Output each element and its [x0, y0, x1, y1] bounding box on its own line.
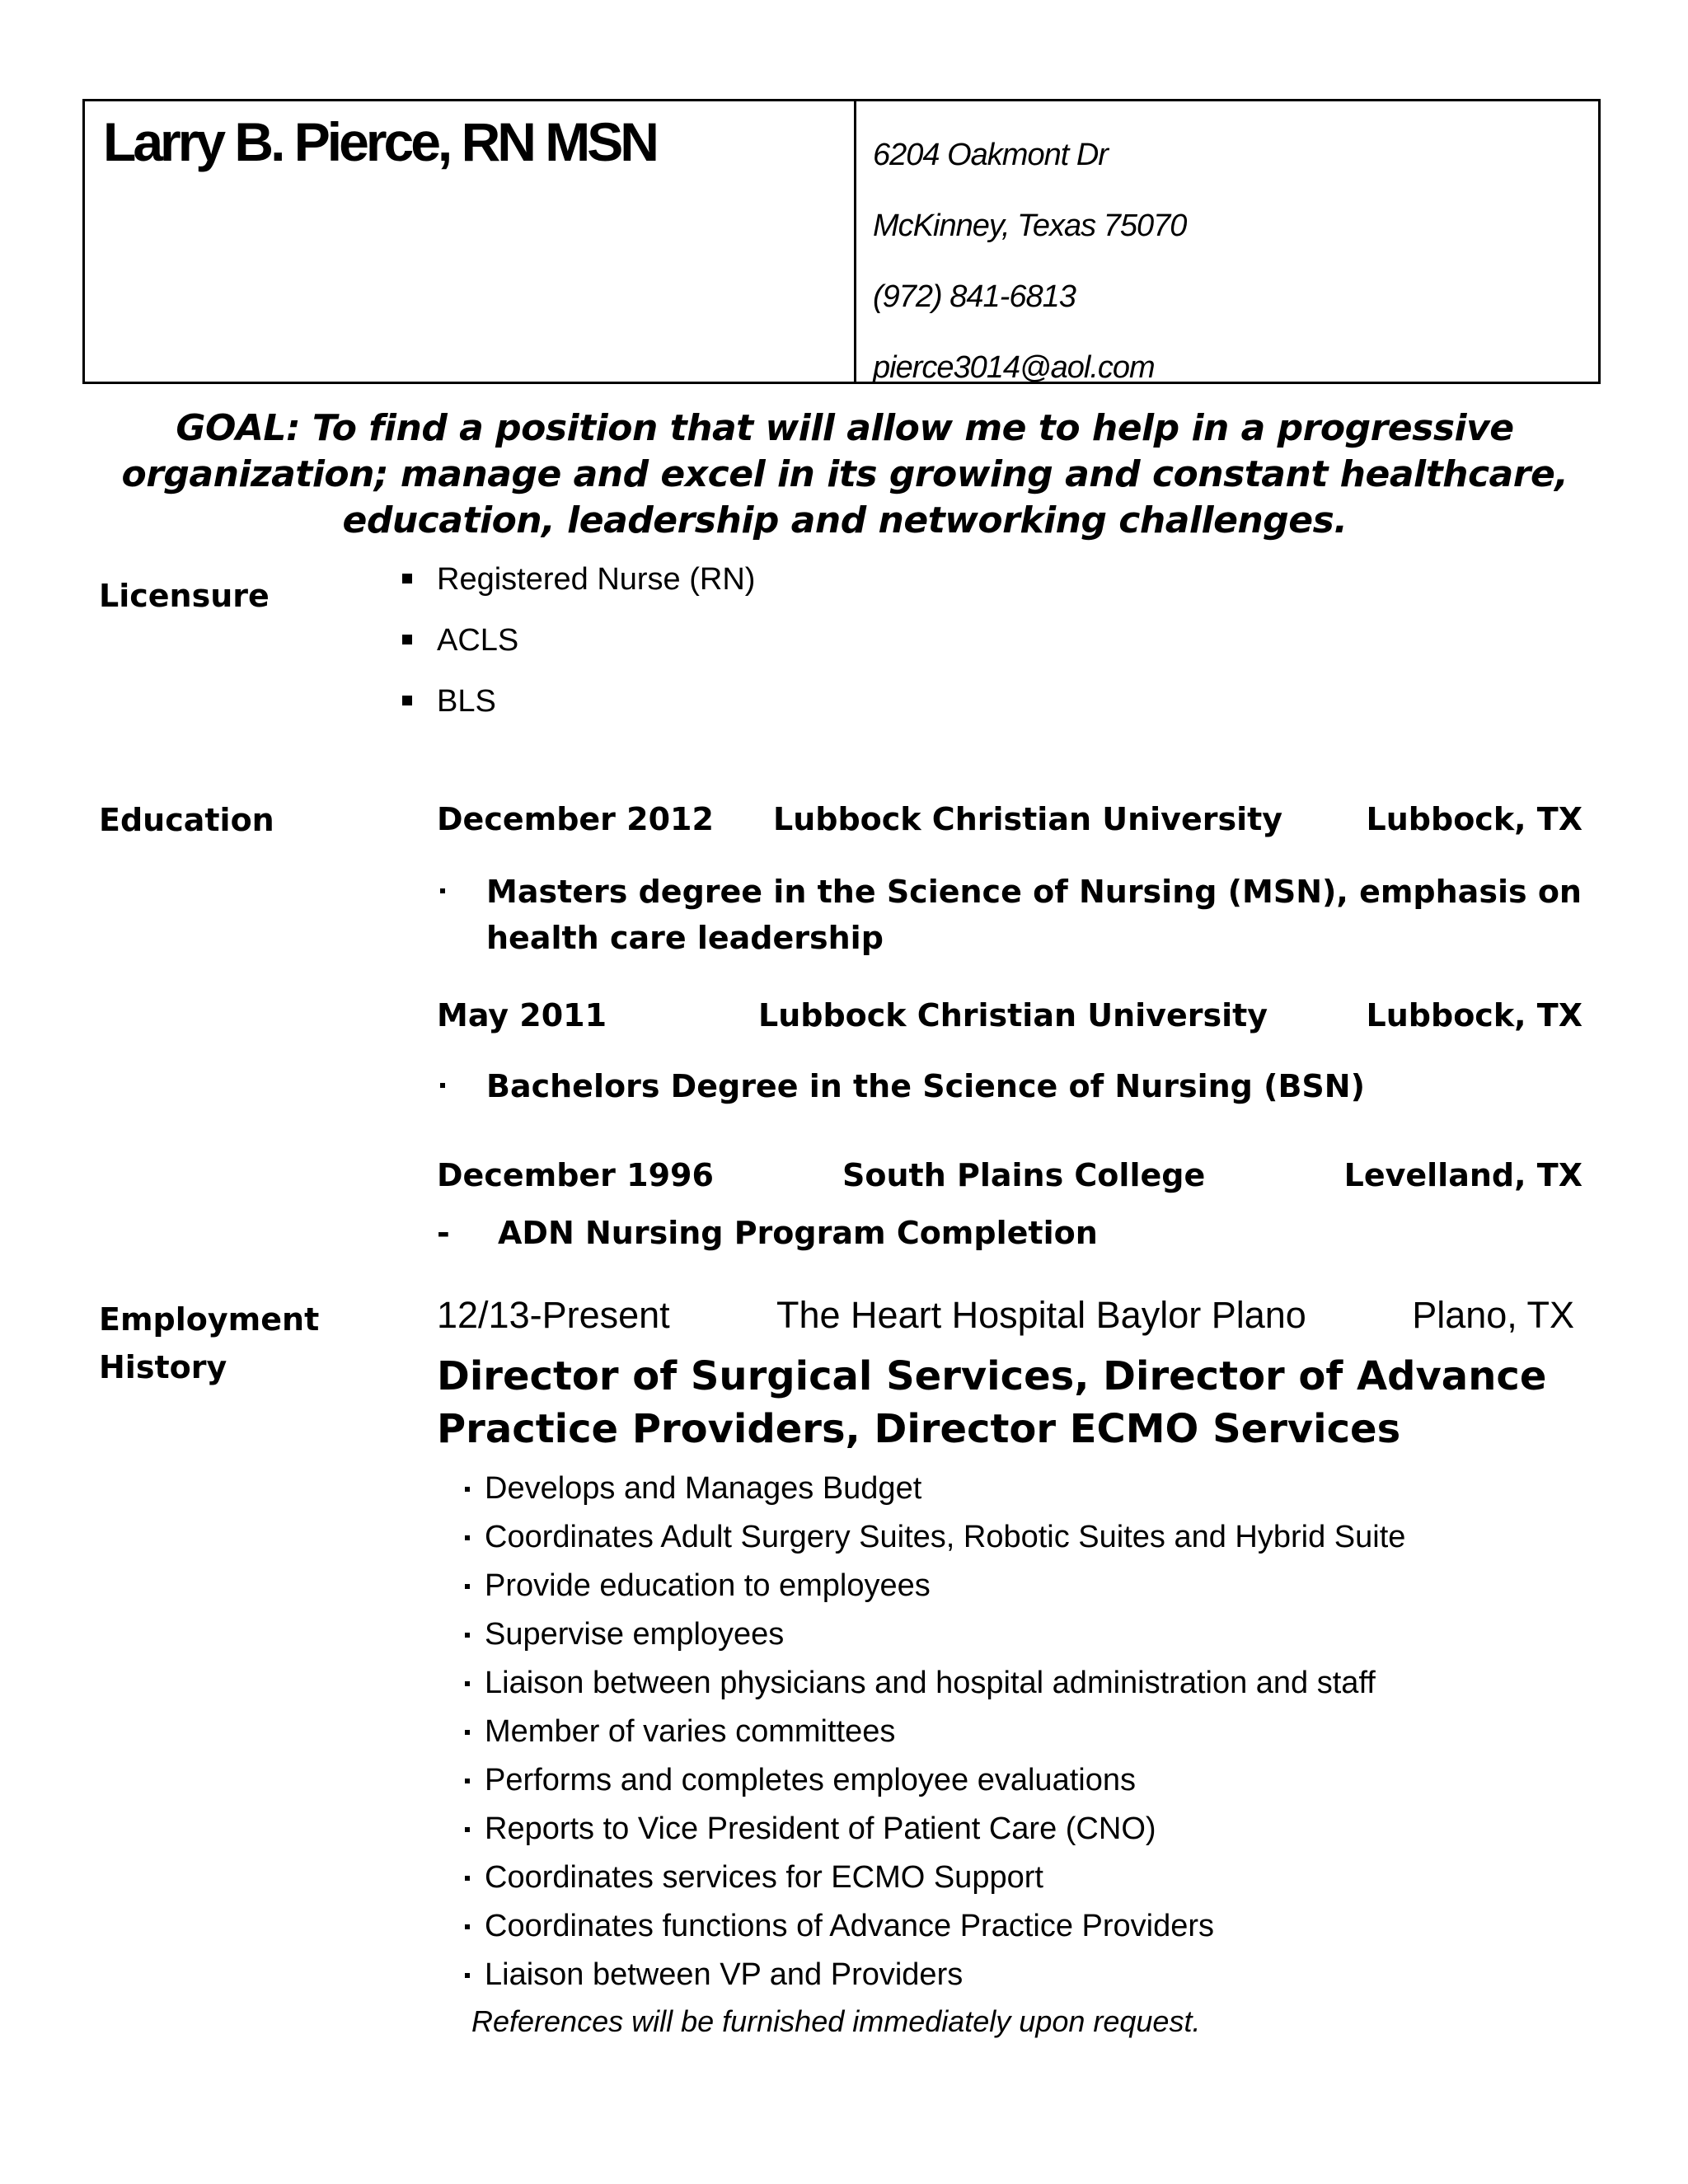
licensure-item-label: Registered Nurse (RN)	[437, 562, 756, 597]
duty-item	[485, 1613, 1405, 1661]
bullet-icon	[465, 1827, 470, 1832]
job-employer: The Heart Hospital Baylor Plano	[776, 1294, 1306, 1336]
references-note: References will be furnished immediately upon request.	[471, 2004, 1201, 2038]
duty-item	[485, 1953, 1405, 2002]
licensure-item	[437, 623, 518, 658]
dash-bullet-icon: -	[437, 1215, 450, 1251]
education-detail	[486, 869, 1582, 961]
candidate-name: Larry B. Pierce, RN MSN	[103, 111, 656, 172]
duty-item	[485, 1759, 1405, 1807]
duty-item	[485, 1710, 1405, 1759]
duty-text: Liaison between physicians and hospital administration and staff	[485, 1666, 1376, 1700]
bullet-icon	[465, 1973, 470, 1978]
bullet-icon	[465, 1924, 470, 1929]
bullet-icon	[440, 1083, 445, 1088]
bullet-icon	[440, 888, 445, 893]
duty-text: Coordinates functions of Advance Practice Providers	[485, 1909, 1215, 1943]
duty-text: Reports to Vice President of Patient Care (CNO)	[485, 1811, 1156, 1846]
licensure-item	[437, 684, 496, 719]
education-location: Lubbock, TX	[1366, 801, 1582, 837]
duty-text: Supervise employees	[485, 1617, 785, 1652]
address-line-2: McKinney, Texas 75070	[873, 209, 1187, 243]
education-heading: Education	[99, 802, 274, 838]
education-detail-text: Masters degree in the Science of Nursing (MSN), emphasis on health care leadership	[486, 874, 1582, 956]
name-cell	[85, 101, 856, 382]
duty-item	[485, 1564, 1405, 1613]
education-location: Lubbock, TX	[1366, 997, 1582, 1033]
education-school: Lubbock Christian University	[773, 801, 1283, 837]
bullet-icon	[465, 1779, 470, 1783]
bullet-icon	[465, 1681, 470, 1686]
duty-text: Provide education to employees	[485, 1568, 931, 1603]
education-school: South Plains College	[842, 1157, 1206, 1193]
employment-heading: Employment	[99, 1301, 320, 1338]
employment-heading-line2: History	[99, 1349, 227, 1385]
duty-item	[485, 1661, 1405, 1710]
job-title: Director of Surgical Services, Director of Advance Practice Providers, Director ECMO Services	[437, 1353, 1547, 1452]
address-line-1: 6204 Oakmont Dr	[873, 138, 1108, 172]
email-address: pierce3014@aol.com	[873, 350, 1155, 385]
education-detail	[437, 1210, 1594, 1256]
duty-text: Develops and Manages Budget	[485, 1471, 922, 1506]
duty-item	[485, 1905, 1405, 1953]
education-detail	[486, 1063, 1582, 1109]
duty-text: Performs and completes employee evaluations	[485, 1763, 1136, 1797]
education-date: December 2012	[437, 801, 714, 837]
education-detail-text: Bachelors Degree in the Science of Nursing (BSN)	[486, 1068, 1365, 1104]
job-dates: 12/13-Present	[437, 1294, 670, 1336]
contact-cell	[856, 101, 1598, 385]
bullet-icon	[465, 1633, 470, 1638]
duty-text: Coordinates services for ECMO Support	[485, 1860, 1043, 1895]
square-bullet-icon	[402, 696, 412, 705]
licensure-item-label: BLS	[437, 684, 496, 719]
bullet-icon	[465, 1876, 470, 1881]
square-bullet-icon	[402, 574, 412, 583]
education-detail-text: ADN Nursing Program Completion	[498, 1215, 1098, 1251]
duty-text: Member of varies committees	[485, 1714, 896, 1749]
phone-number: (972) 841-6813	[873, 279, 1076, 314]
education-date: December 1996	[437, 1157, 714, 1193]
bullet-icon	[465, 1535, 470, 1540]
duty-item	[485, 1467, 1405, 1516]
education-date: May 2011	[437, 997, 607, 1033]
education-school: Lubbock Christian University	[758, 997, 1268, 1033]
education-location: Levelland, TX	[1343, 1157, 1582, 1193]
duty-text: Coordinates Adult Surgery Suites, Robotic Suites and Hybrid Suite	[485, 1520, 1406, 1554]
duty-item	[485, 1807, 1405, 1856]
job-location: Plano, TX	[1412, 1294, 1574, 1336]
licensure-heading: Licensure	[99, 578, 270, 614]
licensure-item-label: ACLS	[437, 623, 519, 658]
header-box	[82, 99, 1601, 384]
bullet-icon	[465, 1584, 470, 1589]
bullet-icon	[465, 1487, 470, 1492]
goal-statement: GOAL: To find a position that will allow me to help in a progressive organization; manage and excel in its growing and constant healthcare, education, leadership and networking challenges.	[121, 407, 1568, 541]
duties-list	[485, 1467, 1405, 2002]
bullet-icon	[465, 1730, 470, 1735]
duty-text: Liaison between VP and Providers	[485, 1957, 964, 1992]
licensure-item	[437, 562, 755, 598]
duty-item	[485, 1516, 1405, 1564]
square-bullet-icon	[402, 635, 412, 644]
duty-item	[485, 1856, 1405, 1905]
